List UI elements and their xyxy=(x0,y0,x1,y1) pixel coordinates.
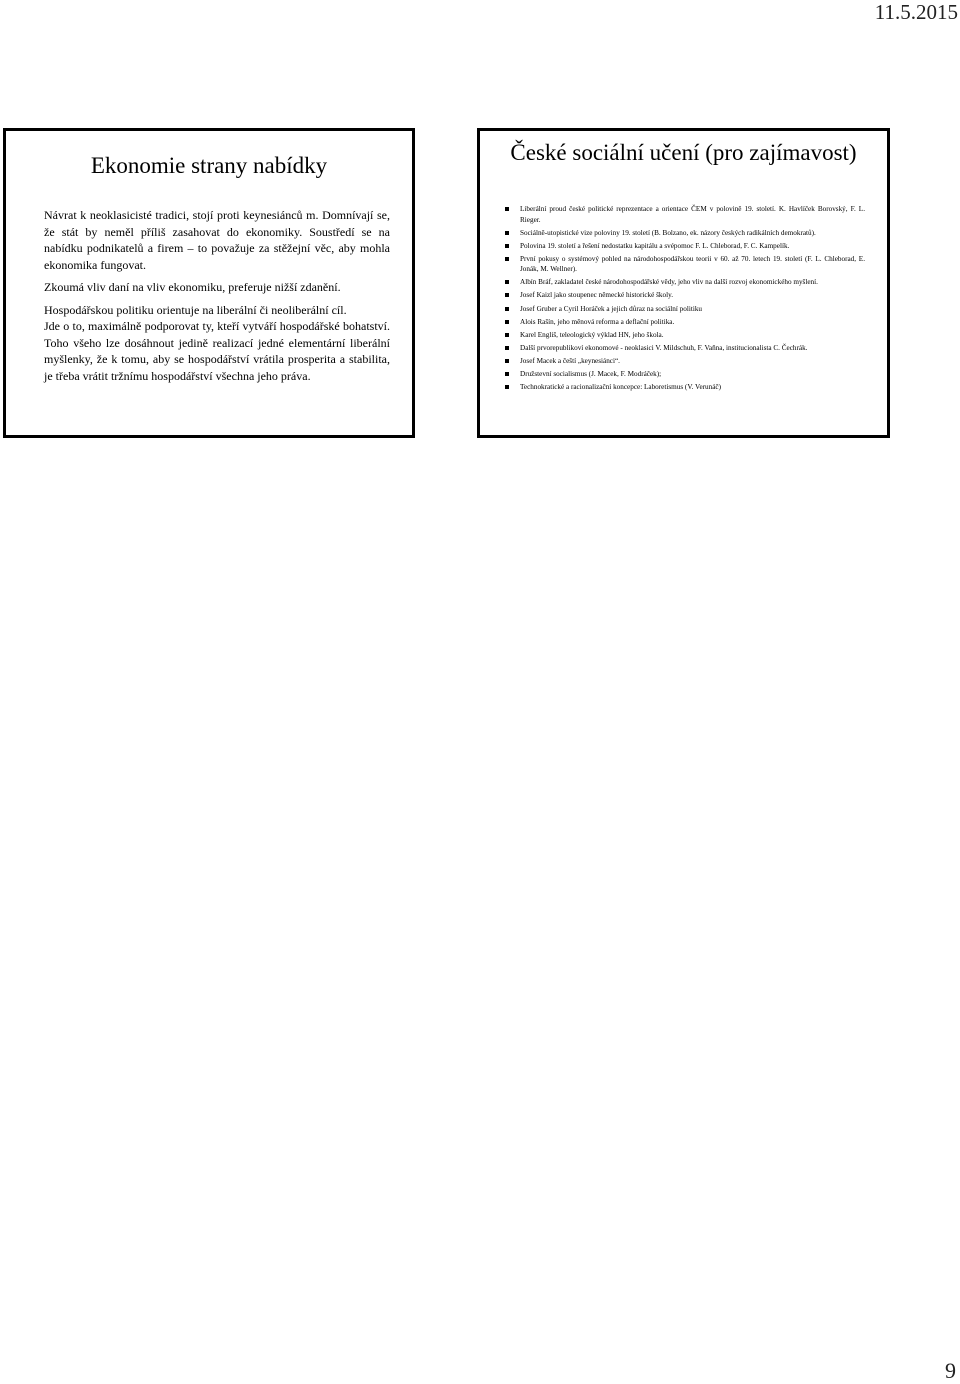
square-bullet-icon xyxy=(505,372,509,376)
paragraph: Návrat k neoklasicisté tradici, stojí proti keynesiánců m. Domnívají se, že stát by neměl příliš zasahovat do ekonomiky. Soustředí se na nabídku podnikatelů a firem – to považuje za stěžejní věc, aby mohla ekonomika fungovat. xyxy=(44,208,390,272)
list-item xyxy=(502,204,865,225)
slide-czech-social-teaching xyxy=(477,128,890,438)
square-bullet-icon xyxy=(505,320,509,324)
list-item xyxy=(502,369,865,380)
list-item-text: Technokratické a racionalizační koncepce: Laboretismus (V. Verunáč) xyxy=(520,383,721,392)
square-bullet-icon xyxy=(505,280,509,284)
list-item xyxy=(502,228,865,239)
square-bullet-icon xyxy=(505,231,509,235)
list-item xyxy=(502,317,865,328)
list-item-text: Josef Macek a čeští „keynesiánci“. xyxy=(520,356,620,365)
square-bullet-icon xyxy=(505,244,509,248)
list-item-text: Josef Kaizl jako stoupenec německé historické školy. xyxy=(520,291,674,300)
list-item xyxy=(502,382,865,393)
list-item-text: Karel Engliš, teleologický výklad HN, jeho škola. xyxy=(520,330,664,339)
paragraph: Zkoumá vliv daní na vliv ekonomiku, preferuje nižší zdanění. xyxy=(44,280,341,294)
page-number: 9 xyxy=(945,1358,956,1383)
paragraph: Hospodářskou politiku orientuje na liberální či neoliberální cíl. xyxy=(44,302,347,317)
list-item-text: Další prvorepublikoví ekonomové - neoklasici V. Mildschuh, F. Vaňna, institucionalista C. Čechrák. xyxy=(520,343,808,352)
square-bullet-icon xyxy=(505,359,509,363)
list-item-text: Liberální proud české politické reprezentace a orientace ČEM v polovině 19. století. K. Havlíček Borovský, F. L. Rieger. xyxy=(520,205,865,224)
list-item-text: Družstevní socialismus (J. Macek, F. Modráček); xyxy=(520,370,662,379)
list-item xyxy=(502,356,865,367)
slide-body xyxy=(44,207,390,390)
list-item xyxy=(502,304,865,315)
list-item xyxy=(502,254,865,275)
list-item-text: Josef Gruber a Cyril Horáček a jejich důraz na sociální politiku xyxy=(520,304,703,313)
header-date: 11.5.2015 xyxy=(874,0,958,24)
bullet-list xyxy=(502,204,865,395)
list-item-text: Sociálně-utopistické vize poloviny 19. století (B. Bolzano, ek. názory českých radikálních demokratů). xyxy=(520,228,816,237)
list-item xyxy=(502,343,865,354)
square-bullet-icon xyxy=(505,333,509,337)
square-bullet-icon xyxy=(505,257,509,261)
paragraph: Jde o to, maximálně podporovat ty, kteří vytváří hospodářské bohatství. Toho všeho lze dosáhnout jedině realizací jedné elementární liberální myšlenky, že k tomu, aby se hospodářství vrátila prosperita a stabilita, je třeba vrátit tržnímu hospodářství všechna jeho práva. xyxy=(44,319,390,383)
square-bullet-icon xyxy=(505,293,509,297)
list-item-text: První pokusy o systémový pohled na národohospodářskou teorii v 60. až 70. letech 19. století (F. L. Chleborad, E. Jonák, M. Wellner). xyxy=(520,254,865,274)
square-bullet-icon xyxy=(505,307,509,311)
slide-supply-side-economics xyxy=(3,128,415,438)
list-item xyxy=(502,290,865,301)
list-item xyxy=(502,330,865,341)
list-item xyxy=(502,241,865,252)
slide-title: České sociální učení (pro zajímavost) xyxy=(510,140,857,165)
list-item xyxy=(502,277,865,288)
list-item-text: Polovina 19. století a řešení nedostatku kapitálu a svépomoc F. L. Chleborad, F. C. Kampelík. xyxy=(520,241,790,250)
square-bullet-icon xyxy=(505,346,509,350)
square-bullet-icon xyxy=(505,385,509,389)
list-item-text: Alois Rašín, jeho měnová reforma a deflační politika. xyxy=(520,317,675,326)
square-bullet-icon xyxy=(505,207,509,211)
slide-title: Ekonomie strany nabídky xyxy=(90,153,328,178)
list-item-text: Albín Bráf, zakladatel české národohospodářské vědy, jeho vliv na další rozvoj ekonomického myšlení. xyxy=(520,278,818,287)
